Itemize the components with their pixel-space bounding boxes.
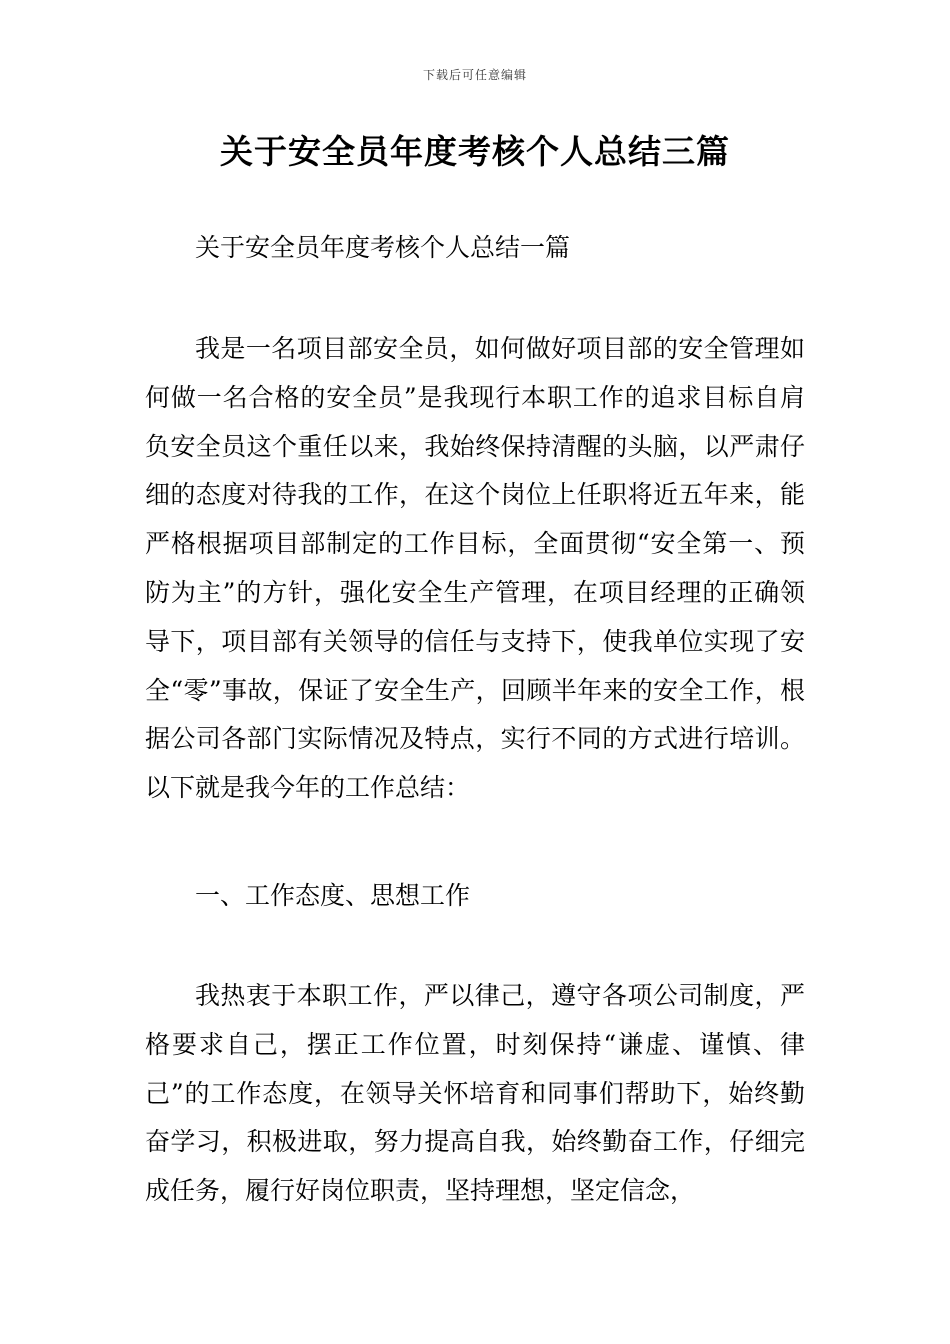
body-paragraph-1: 我是一名项目部安全员，如何做好项目部的安全管理如何做一名合格的安全员”是我现行本职工作的追求目标自肩负安全员这个重任以来，我始终保持清醒的头脑，以严肃仔细的态度对待我的工作，在这个岗位上任职将近五年来，能严格根据项目部制定的工作目标，全面贯彻“安全第一、预防为主”的方针，强化安全生产管理，在项目经理的正确领导下，项目部有关领导的信任与支持下，使我单位实现了安全“零”事故，保证了安全生产，回顾半年来的安全工作，根据公司各部门实际情况及特点，实行不同的方式进行培训。以下就是我今年的工作总结：: [145, 334, 805, 803]
header-note: 下载后可任意编辑: [422, 68, 527, 82]
body-paragraph-2: 我热衷于本职工作，严以律己，遵守各项公司制度，严格要求自己，摆正工作位置，时刻保持“谦虚、谨慎、律己”的工作态度，在领导关怀培育和同事们帮助下，始终勤奋学习，积极进取，努力提高自我，始终勤奋工作，仔细完成任务，履行好岗位职责，坚持理想，坚定信念，: [145, 981, 805, 1206]
document-title: 关于安全员年度考核个人总结三篇: [220, 132, 730, 171]
section-heading-1: 一、工作态度、思想工作: [195, 881, 471, 910]
article-subtitle: 关于安全员年度考核个人总结一篇: [195, 233, 571, 262]
